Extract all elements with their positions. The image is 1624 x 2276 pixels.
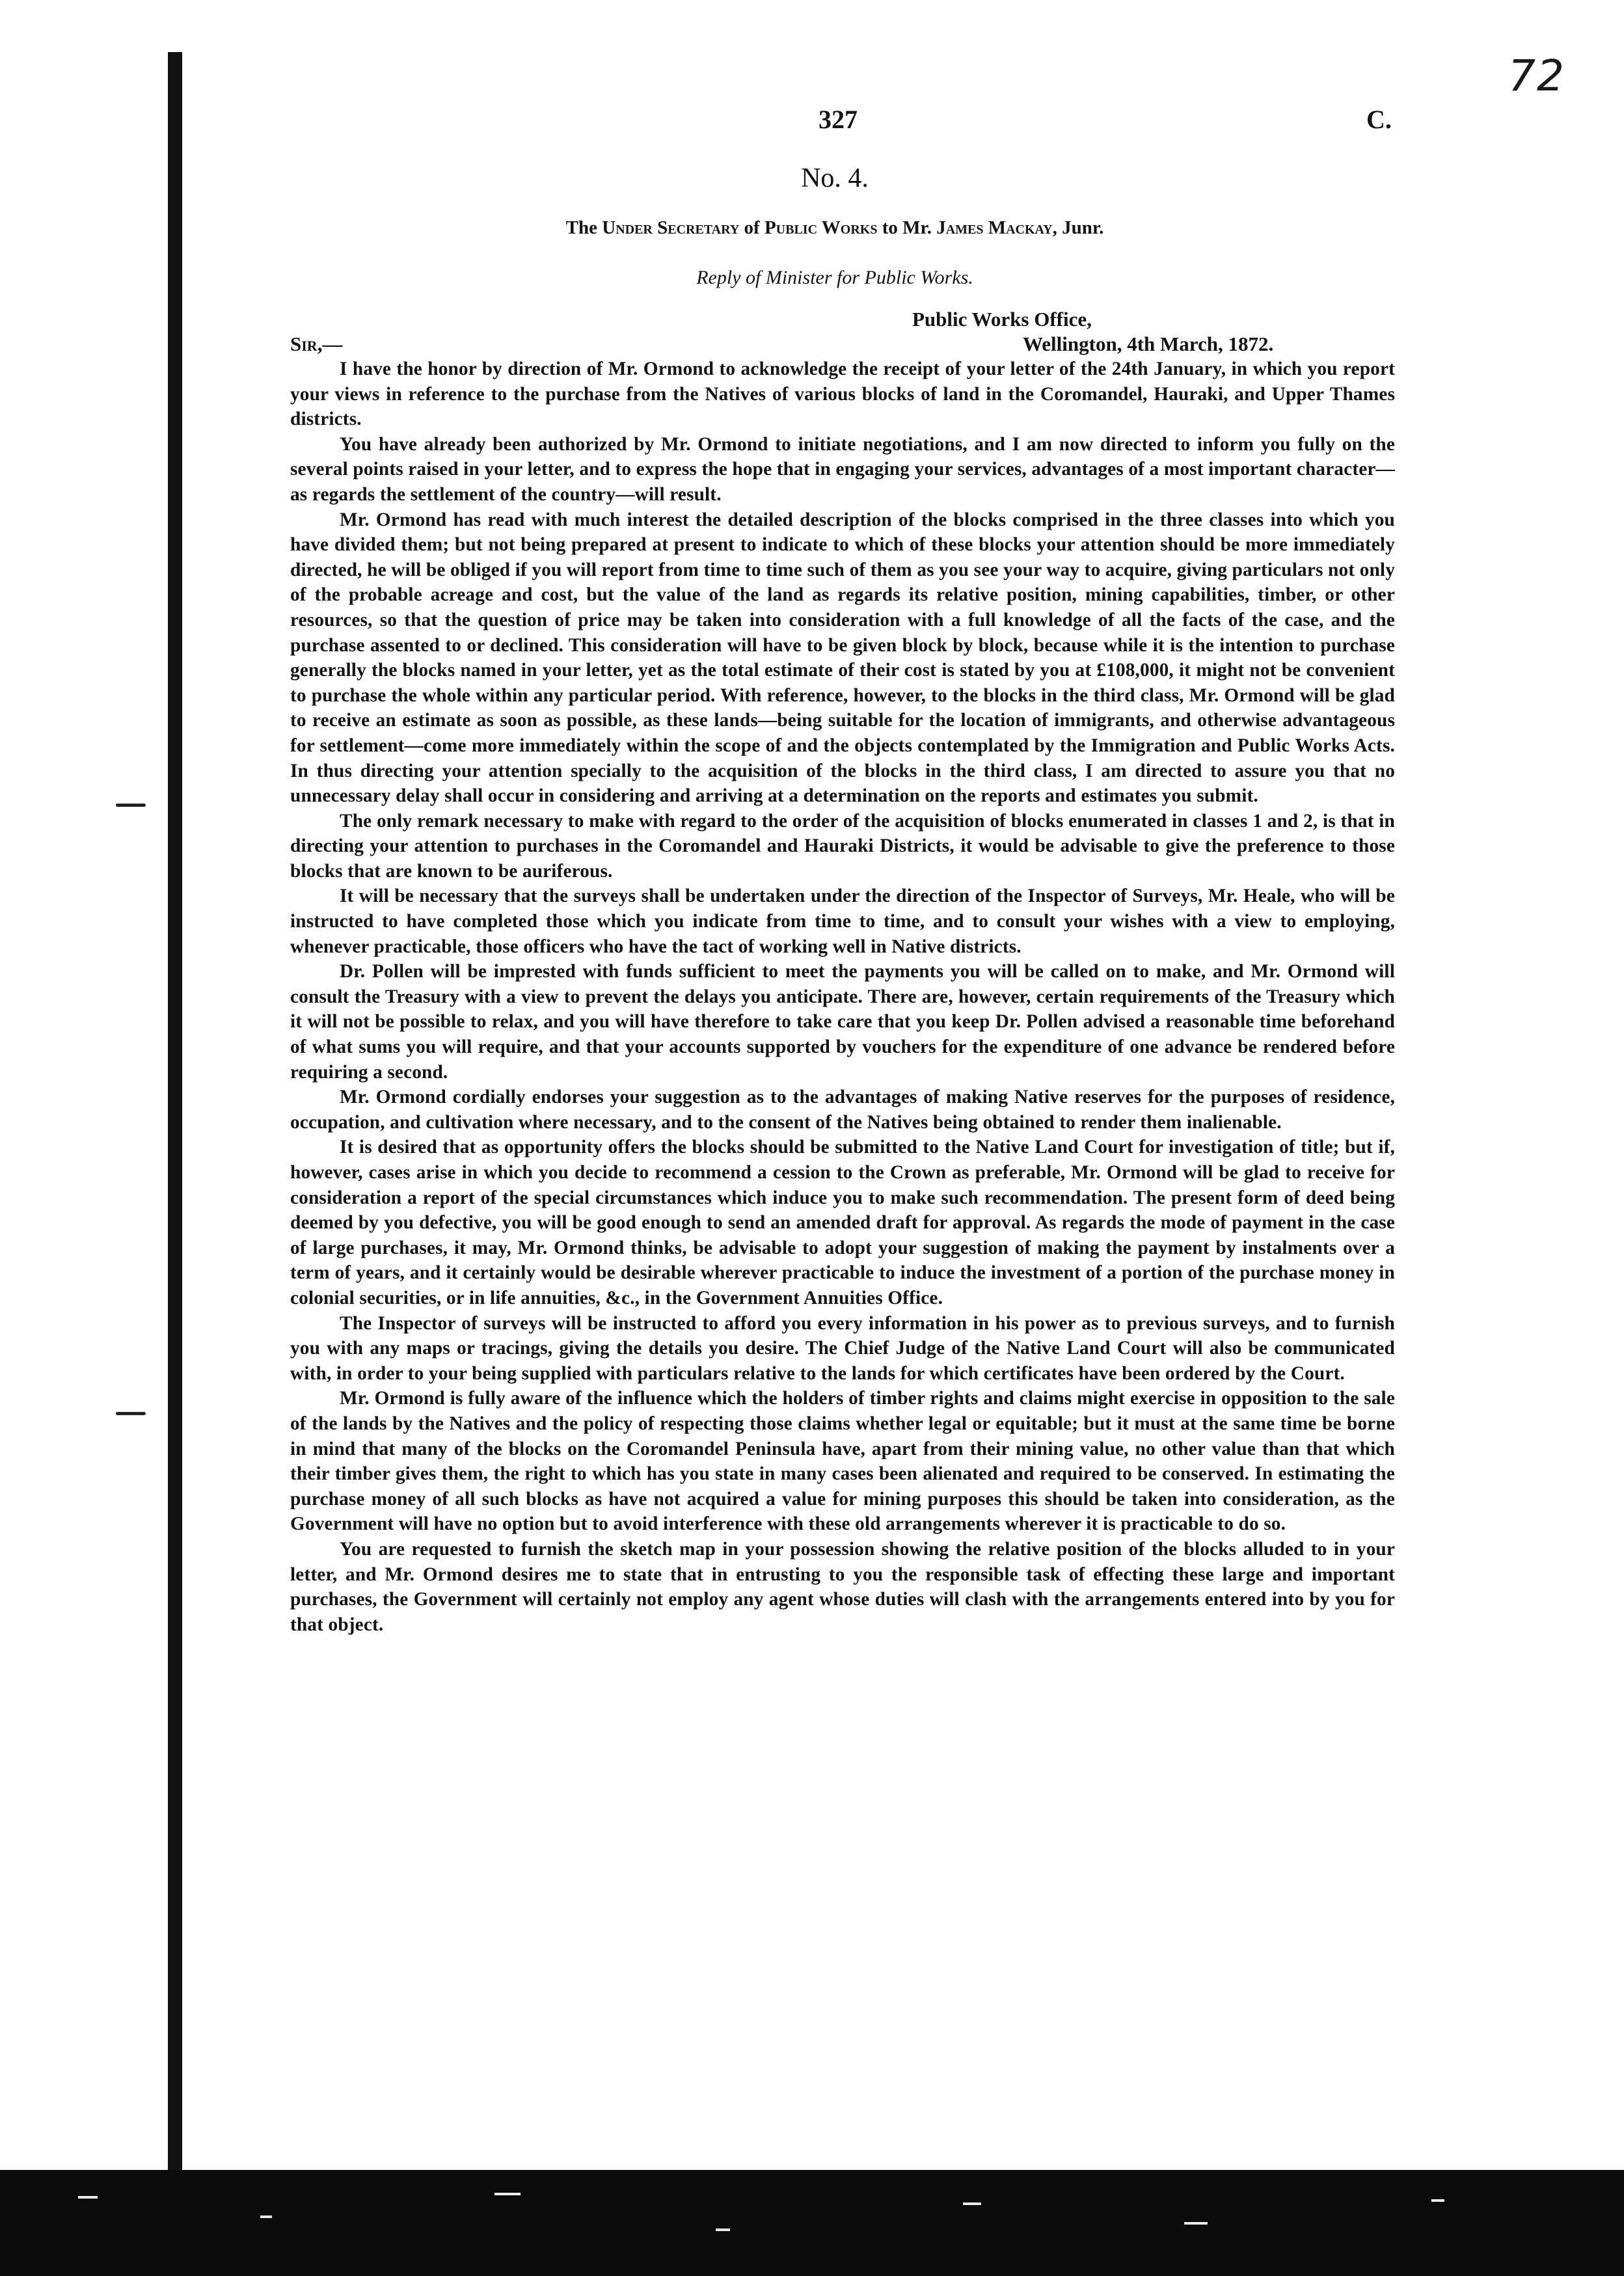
scan-bottom-band xyxy=(0,2170,1624,2276)
paragraph: Mr. Ormond cordially endorses your suggestion as to the advantages of making Native reserves for the purposes of residence, occupation, and cultivation where necessary, and to the consent of the Natives being obtained to render them inalienable. xyxy=(290,1087,1395,1133)
scan-speckle xyxy=(716,2229,730,2231)
paragraph: Dr. Pollen will be imprested with funds sufficient to meet the payments you will be called on to make, and Mr. Ormond will consult the Treasury with a view to prevent the delays you anticipate. There are, however, certain requirements of the Treasury which it will not be possible to relax, and you will have therefore to take care that you keep Dr. Pollen advised a reasonable time beforehand of what sums you will require, and that your accounts supported by vouchers for the expenditure of one advance be rendered before requiring a second. xyxy=(290,961,1395,1083)
paragraph: The only remark necessary to make with regard to the order of the acquisition of blocks enumerated in classes 1 and 2, is that in directing your attention to purchases in the Coromandel and Hauraki Districts, it would be advisable to give the preference to those blocks that are known to be auriferous. xyxy=(290,810,1395,882)
date-line: Wellington, 4th March, 1872. xyxy=(1023,332,1274,355)
paragraph: It will be necessary that the surveys shall be undertaken under the direction of the Inspector of Surveys, Mr. Heale, who will be instructed to have completed those which you indicate from time to time, and to consult your wishes with a view to employing, whenever practicable, those officers who have the tact of working well in Native districts. xyxy=(290,886,1395,957)
office-address: Public Works Office, xyxy=(912,308,1092,331)
heading xyxy=(0,217,1624,239)
heading-prefix: The xyxy=(565,217,597,238)
scan-speckle xyxy=(260,2215,272,2218)
paragraph: The Inspector of surveys will be instructed to afford you every information in his power as to previous surveys, and to furnish you with any maps or tracings, giving the details you desire. The Chief Judge of the Native Land Court will also be communicated with, in order to your being supplied with particulars relative to the lands for which certificates have been ordered by the Court. xyxy=(290,1312,1395,1384)
scan-speckle xyxy=(78,2196,98,2199)
scan-speckle xyxy=(1184,2222,1208,2225)
binding-edge xyxy=(168,52,182,2199)
letter-body xyxy=(290,357,1395,1637)
paragraph: Mr. Ormond is fully aware of the influence which the holders of timber rights and claims might exercise in opposition to the sale of the lands by the Natives and the policy of respecting those claims whether legal or equitable; but it must at the same time be borne in mind that many of the blocks on the Coromandel Peninsula have, apart from their mining value, no other value than that which their timber gives them, the right to which has you state in many cases been alienated and required to be conserved. In estimating the purchase money of all such blocks as have not acquired a value for mining purposes this should be taken into consideration, as the Government will have no option but to avoid interference with these old arrangements wherever it is practicable to do so. xyxy=(290,1388,1395,1535)
paragraph: It is desired that as opportunity offers the blocks should be submitted to the Native Land Court for investigation of title; but if, however, cases arise in which you decide to recommend a cession to the Crown as preferable, Mr. Ormond will be glad to receive for consideration a report of the special circumstances which induce you to make such recommendation. The present form of deed being deemed by you defective, you will be good enough to send an amended draft for approval. As regards the mode of payment in the case of large purchases, it may, Mr. Ormond thinks, be advisable to adopt your suggestion of making the payment by instalments over a term of years, and it certainly would be desirable wherever practicable to induce the investment of a portion of the purchase money in colonial securities, or in life annuities, &c., in the Government Annuities Office. xyxy=(290,1137,1395,1308)
series-letter: C. xyxy=(1366,105,1392,134)
heading-suffix: , Junr. xyxy=(1052,217,1104,238)
scan-speckle xyxy=(1431,2199,1444,2202)
heading-public-works: Public Works xyxy=(764,217,878,238)
scan-speckle xyxy=(494,2193,521,2195)
paragraph: You are requested to furnish the sketch map in your possession showing the relative position of the blocks alluded to in your letter, and Mr. Ormond desires me to state that in entrusting to you the responsible task of effecting these large and important purchases, the Government will certainly not employ any agent whose duties will clash with the arrangements entered into by you for that object. xyxy=(290,1538,1395,1635)
paragraph: You have already been authorized by Mr. Ormond to initiate negotiations, and I am now directed to inform you fully on the several points raised in your letter, and to express the hope that in engaging your services, advantages of a most important character—as regards the settlement of the country—will result. xyxy=(290,433,1395,505)
page-number: 327 xyxy=(819,105,858,134)
margin-mark xyxy=(116,1412,146,1415)
scan-speckle xyxy=(963,2202,981,2205)
folio-mark: 72 xyxy=(1508,51,1565,101)
heading-to-mr: to Mr. xyxy=(882,217,932,238)
paragraph: Mr. Ormond has read with much interest the detailed description of the blocks comprised in the three classes into which you have divided them; but not being prepared at present to indicate to which of these blocks your attention should be more immediately directed, he will be obliged if you will report from time to time such of them as you see your way to acquire, giving particulars not only of the probable acreage and cost, but the value of the land as regards its relative position, mining capabilities, timber, or other resources, so that the question of price may be taken into consideration with a full knowledge of all the facts of the case, and the purchase assented to or declined. This consideration will have to be given block by block, because while it is the intention to purchase generally the blocks named in your letter, yet as the total estimate of their cost is stated by you at £108,000, it might not be convenient to purchase the whole within any particular period. With reference, however, to the blocks in the third class, Mr. Ormond will be glad to receive an estimate as soon as possible, as these lands—being suitable for the location of immigrants, and otherwise advantageous for settlement—come more immediately within the scope of and the objects contemplated by the Immigration and Public Works Acts. In thus directing your attention specially to the acquisition of the blocks in the third class, I am directed to assure you that no unnecessary delay shall occur in considering and arriving at a determination on the reports and estimates you submit. xyxy=(290,509,1395,807)
salutation: Sir,— xyxy=(290,332,343,355)
subheading: Reply of Minister for Public Works. xyxy=(696,267,973,288)
margin-mark xyxy=(116,804,146,807)
heading-under-secretary: Under Secretary xyxy=(602,217,740,238)
paragraph: I have the honor by direction of Mr. Ormond to acknowledge the receipt of your letter of the 24th January, in which you report your views in reference to the purchase from the Natives of various blocks of land in the Coromandel, Hauraki, and Upper Thames districts. xyxy=(290,359,1395,430)
heading-recipient: James Mackay xyxy=(936,217,1053,238)
heading-of: of xyxy=(744,217,760,238)
document-number: No. 4. xyxy=(801,163,869,193)
